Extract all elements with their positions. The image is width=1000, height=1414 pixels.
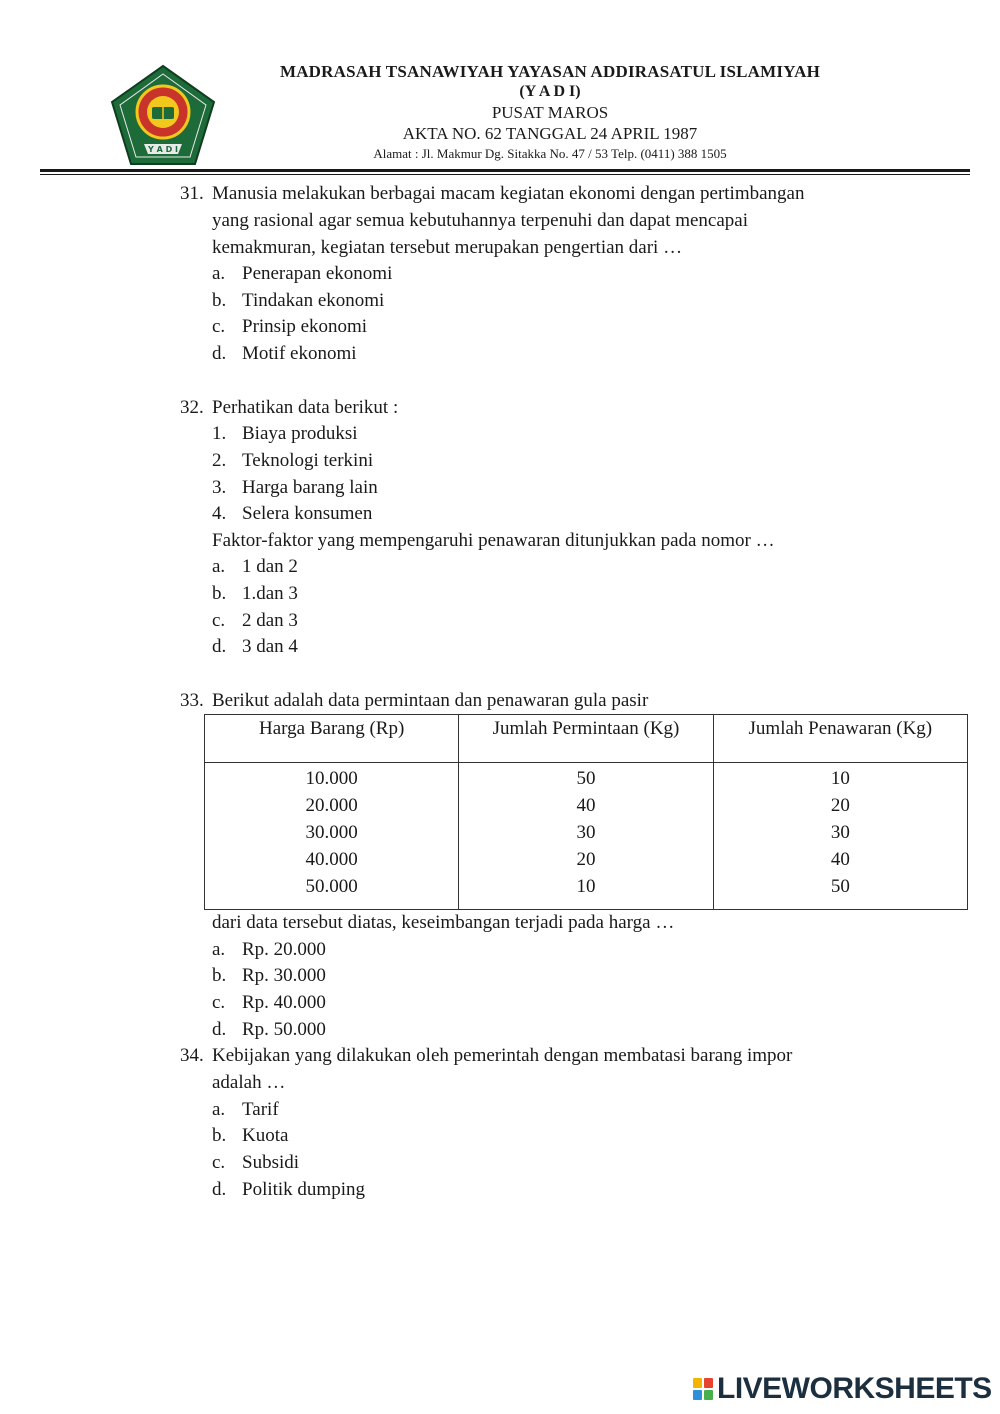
option-text: Motif ekonomi bbox=[242, 343, 357, 364]
option-letter: c. bbox=[212, 610, 226, 631]
school-location: PUSAT MAROS bbox=[491, 103, 609, 122]
option-text: Politik dumping bbox=[242, 1179, 365, 1200]
logo-square bbox=[704, 1378, 713, 1388]
option-letter: a. bbox=[212, 263, 226, 284]
logo-square bbox=[693, 1378, 702, 1388]
option-text: 3 dan 4 bbox=[242, 636, 298, 657]
table-cell: 50 bbox=[576, 768, 596, 789]
table-cell: 40.000 bbox=[305, 849, 358, 870]
school-name: MADRASAH TSANAWIYAH YAYASAN ADDIRASATUL ISLAMIYAH bbox=[279, 62, 821, 81]
option-text: Subsidi bbox=[242, 1152, 300, 1173]
option-letter: d. bbox=[212, 1019, 227, 1040]
option-letter: c. bbox=[212, 992, 226, 1013]
table-cell: 40 bbox=[576, 795, 596, 816]
table-cell: 30 bbox=[830, 822, 850, 843]
question-31-text-line: kemakmuran, kegiatan tersebut merupakan pengertian dari … bbox=[212, 237, 683, 258]
data-item-text: Teknologi terkini bbox=[242, 450, 374, 471]
table-body-row bbox=[205, 763, 968, 910]
data-item-text: Biaya produksi bbox=[242, 423, 358, 444]
option-letter: b. bbox=[212, 583, 227, 604]
option-text: 2 dan 3 bbox=[242, 610, 298, 631]
logo-square bbox=[693, 1390, 702, 1400]
data-item-text: Harga barang lain bbox=[242, 477, 378, 498]
logo-square bbox=[704, 1390, 713, 1400]
table-cell: 50.000 bbox=[305, 876, 358, 897]
option-text: Tindakan ekonomi bbox=[242, 290, 385, 311]
option-letter: c. bbox=[212, 1152, 226, 1173]
option-text: Rp. 20.000 bbox=[242, 939, 326, 960]
question-34-text-line: adalah … bbox=[212, 1072, 286, 1093]
data-item-number: 2. bbox=[212, 450, 227, 471]
question-34-text-line: Kebijakan yang dilakukan oleh pemerintah dengan membatasi barang impor bbox=[212, 1045, 793, 1066]
data-item-text: Selera konsumen bbox=[242, 503, 373, 524]
option-letter: d. bbox=[212, 1179, 227, 1200]
option-text: Prinsip ekonomi bbox=[242, 316, 368, 337]
liveworksheets-logo-icon bbox=[693, 1378, 713, 1400]
table-cell: 50 bbox=[830, 876, 850, 897]
table-header: Jumlah Permintaan (Kg) bbox=[459, 715, 713, 763]
option-letter: b. bbox=[212, 290, 227, 311]
table-cell: 10.000 bbox=[305, 768, 358, 789]
demand-column bbox=[459, 763, 713, 910]
price-column bbox=[205, 763, 459, 910]
table-cell: 40 bbox=[830, 849, 850, 870]
liveworksheets-brand[interactable] bbox=[693, 1374, 993, 1404]
table-cell: 20 bbox=[576, 849, 596, 870]
question-32-text-line: Perhatikan data berikut : bbox=[212, 397, 399, 418]
question-32-prompt: Faktor-faktor yang mempengaruhi penawaran ditunjukkan pada nomor … bbox=[212, 530, 775, 551]
data-item-number: 3. bbox=[212, 477, 227, 498]
question-33-prompt: dari data tersebut diatas, keseimbangan terjadi pada harga … bbox=[212, 912, 675, 933]
table-header-row bbox=[205, 715, 968, 763]
data-item-number: 1. bbox=[212, 423, 227, 444]
data-item-number: 4. bbox=[212, 503, 227, 524]
table-cell: 30 bbox=[576, 822, 596, 843]
table-cell: 20.000 bbox=[305, 795, 358, 816]
question-31-number: 31. bbox=[180, 183, 204, 204]
option-letter: a. bbox=[212, 556, 226, 577]
option-letter: c. bbox=[212, 316, 226, 337]
header-divider bbox=[40, 169, 970, 172]
option-letter: b. bbox=[212, 965, 227, 986]
table-cell: 10 bbox=[830, 768, 850, 789]
option-text: Rp. 30.000 bbox=[242, 965, 326, 986]
table-cell: 20 bbox=[830, 795, 850, 816]
logo-text: Y A D I bbox=[148, 145, 178, 154]
option-text: Rp. 50.000 bbox=[242, 1019, 326, 1040]
table-header: Jumlah Penawaran (Kg) bbox=[713, 715, 967, 763]
header-divider-thin bbox=[40, 174, 970, 175]
table-header: Harga Barang (Rp) bbox=[205, 715, 459, 763]
question-31-text-line: Manusia melakukan berbagai macam kegiatan ekonomi dengan pertimbangan bbox=[212, 183, 805, 204]
question-33-number: 33. bbox=[180, 690, 204, 711]
school-deed: AKTA NO. 62 TANGGAL 24 APRIL 1987 bbox=[402, 124, 698, 143]
option-letter: b. bbox=[212, 1125, 227, 1146]
option-text: Penerapan ekonomi bbox=[242, 263, 393, 284]
option-text: Tarif bbox=[242, 1099, 279, 1120]
option-text: Kuota bbox=[242, 1125, 289, 1146]
supply-demand-table bbox=[204, 714, 968, 910]
table-cell: 10 bbox=[576, 876, 596, 897]
question-33-text-line: Berikut adalah data permintaan dan penawaran gula pasir bbox=[212, 690, 649, 711]
option-text: Rp. 40.000 bbox=[242, 992, 326, 1013]
option-letter: a. bbox=[212, 939, 226, 960]
question-31-text-line: yang rasional agar semua kebutuhannya terpenuhi dan dapat mencapai bbox=[212, 210, 749, 231]
supply-column bbox=[713, 763, 967, 910]
school-abbreviation: (Y A D I) bbox=[519, 83, 581, 100]
question-34-number: 34. bbox=[180, 1045, 204, 1066]
table-cell: 30.000 bbox=[305, 822, 358, 843]
option-letter: d. bbox=[212, 636, 227, 657]
option-text: 1.dan 3 bbox=[242, 583, 298, 604]
option-text: 1 dan 2 bbox=[242, 556, 298, 577]
option-letter: a. bbox=[212, 1099, 226, 1120]
liveworksheets-wordmark: LIVEWORKSHEETS bbox=[717, 1372, 992, 1405]
question-32-number: 32. bbox=[180, 397, 204, 418]
school-address: Alamat : Jl. Makmur Dg. Sitakka No. 47 / 53 Telp. (0411) 388 1505 bbox=[373, 146, 727, 161]
option-letter: d. bbox=[212, 343, 227, 364]
